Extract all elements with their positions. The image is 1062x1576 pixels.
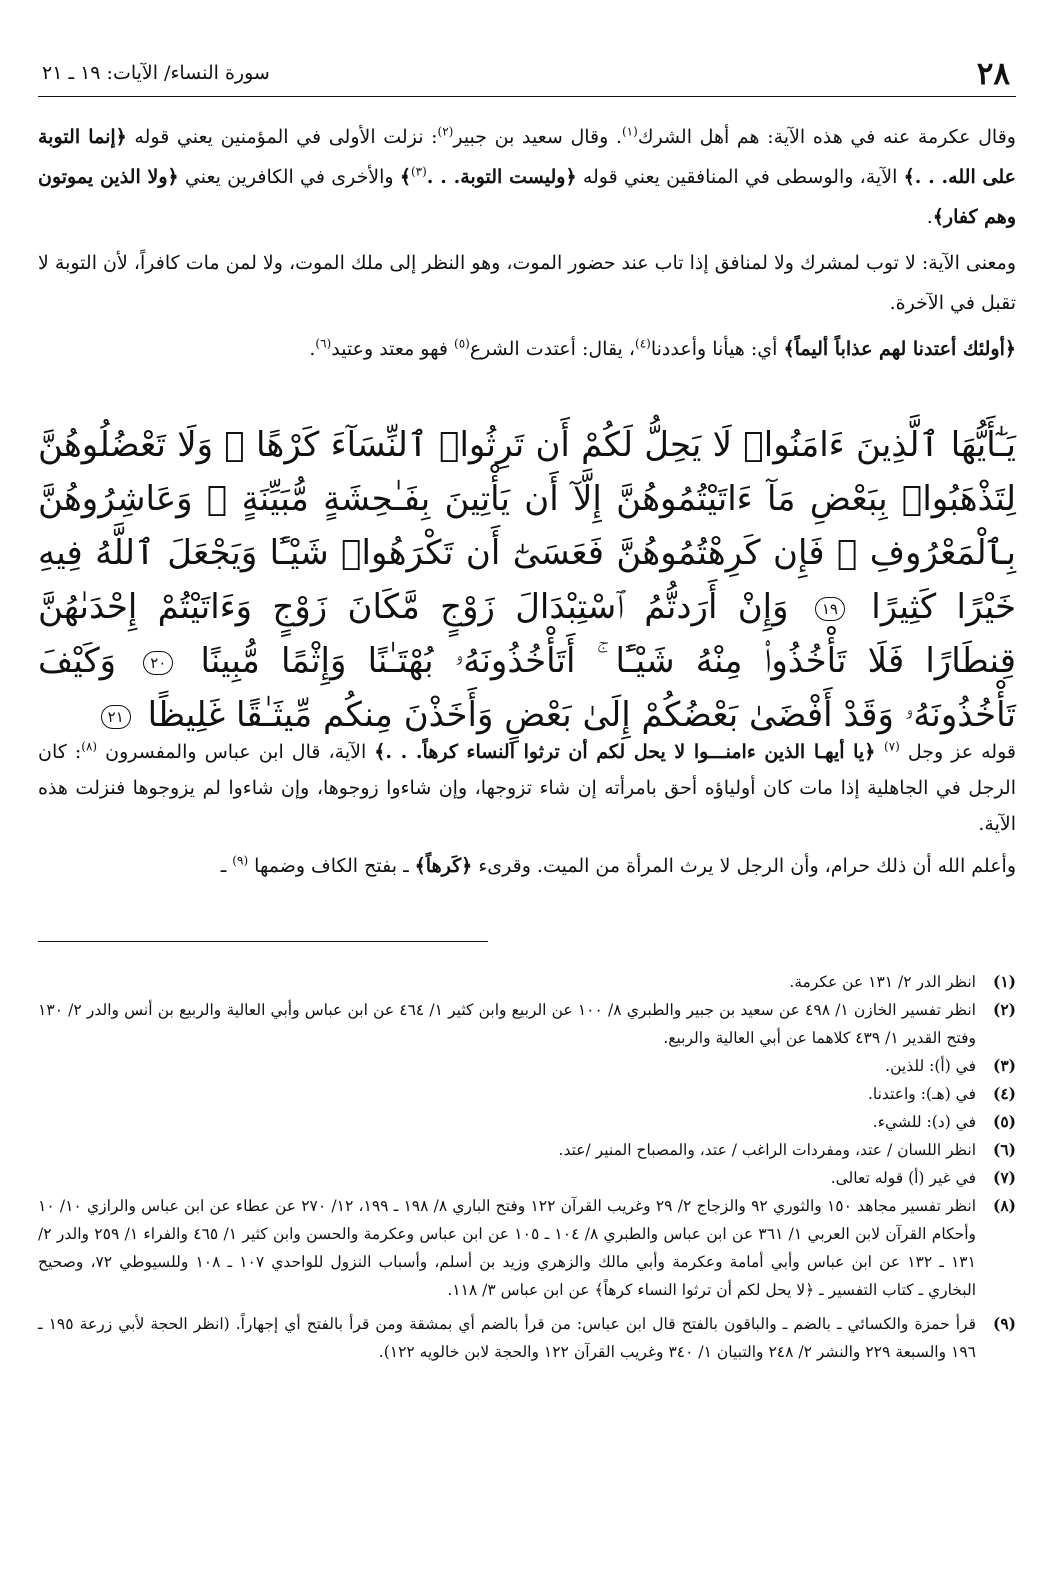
footnote-text: انظر الدر ٢/ ١٣١ عن عكرمة.: [789, 973, 976, 991]
footnote-2: [38, 996, 1016, 1052]
footnote-number: (١): [992, 972, 1016, 991]
verse-21-text: وَكَيْفَ تَأْخُذُونَهُۥ وَقَدْ أَفْضَىٰ بَعْضُكُمْ إِلَىٰ بَعْضٍ وَأَخَذْنَ مِنكُم مِّيثَـٰقًا غَلِيظًا: [38, 641, 1016, 735]
footnote-number: (٩): [992, 1314, 1016, 1333]
footnote-text: انظر اللسان / عتد، ومفردات الراغب / عتد، والمصباح المنير /عتد.: [558, 1141, 976, 1159]
commentary-paragraph-2: ومعنى الآية: لا توب لمشرك ولا لمنافق إذا تاب عند حضور الموت، وهو النظر إلى ملك الموت، ولا لمن مات كافراً، لأن التوبة لا تقبل في الآخرة.: [38, 252, 1016, 314]
text-run: .: [309, 338, 316, 360]
quran-quote: ﴿ولا الذين يموتون وهم كفار﴾: [38, 166, 1016, 228]
footnote-ref-8[interactable]: (٨): [81, 739, 98, 754]
text-run: الآية، قال ابن عباس والمفسرون: [97, 741, 375, 763]
text-run: فهو معتد وعتيد: [331, 338, 454, 360]
footnote-text: انظر تفسير الخازن ١/ ٤٩٨ عن سعيد بن جبير والطبري ٨/ ١٠٠ عن الربيع وابن كثير ١/ ٤٦٤ عن ابن عباس وأبي العالية والربيع بن أنس والدر ٢/ ١٣٠ وفتح القدير ١/ ٤٣٩ كلاهما عن أبي العالية والربيع.: [38, 1001, 976, 1047]
footnote-5: [38, 1108, 1016, 1136]
ayah-marker-21: ٢١: [101, 705, 131, 729]
footnote-ref-3[interactable]: (٣): [410, 164, 427, 179]
verse-19-text: يَـٰٓأَيُّهَا ٱلَّذِينَ ءَامَنُوا۟ لَا يَحِلُّ لَكُمْ أَن تَرِثُوا۟ ٱلنِّسَآءَ كَرْهًا ۖ وَلَا تَعْضُلُوهُنَّ لِتَذْهَبُوا۟ بِبَعْضِ مَآ ءَاتَيْتُمُوهُنَّ إِلَّآ أَن يَأْتِينَ بِفَـٰحِشَةٍ مُّبَيِّنَةٍ ۚ وَعَاشِرُوهُنَّ بِٱلْمَعْرُوفِ ۚ فَإِن كَرِهْتُمُوهُنَّ فَعَسَىٰٓ أَن تَكْرَهُوا۟ شَيْـًٔا وَيَجْعَلَ ٱللَّهُ فِيهِ خَيْرًا كَثِيرًا: [38, 425, 1016, 627]
footnote-ref-5[interactable]: (٥): [454, 336, 470, 351]
text-run: قوله عز وجل: [899, 741, 1016, 763]
text-run: وقال عكرمة عنه في هذه الآية: هم أهل الشرك: [637, 126, 1016, 148]
ayah-marker-19: ١٩: [815, 597, 845, 621]
text-run: ـ بفتح الكاف وضمها: [248, 855, 415, 877]
footnote-ref-2[interactable]: (٢): [437, 124, 454, 139]
quran-quote: ﴿وليست التوبة. . .: [426, 166, 577, 188]
quran-quote: ﴿كَرهاً﴾: [414, 855, 473, 877]
text-run: أي: هيأنا وأعددنا: [650, 338, 784, 360]
footnote-3: [38, 1052, 1016, 1080]
text-run: : نزلت الأولى في المؤمنين يعني قوله: [134, 126, 438, 148]
footnote-number: (٥): [992, 1112, 1016, 1131]
footnote-number: (٢): [992, 1000, 1016, 1019]
text-run: .: [926, 206, 933, 228]
footnote-text: في (د): للشيء.: [872, 1113, 976, 1131]
text-run: والأخرى في الكافرين يعني: [178, 166, 400, 188]
commentary-paragraph-1: [38, 117, 1016, 237]
ayah-marker-20: ٢٠: [143, 651, 173, 675]
footnotes-section: [38, 968, 1016, 1366]
footnote-8: [38, 1192, 1016, 1304]
commentary-paragraph-3: [38, 329, 1016, 369]
text-run: ـ: [220, 855, 233, 877]
footnote-ref-4[interactable]: (٤): [635, 336, 651, 351]
footnote-text: انظر تفسير مجاهد ١٥٠ والثوري ٩٢ والزجاج ٢/ ٢٩ وغريب القرآن ١٢٢ وفتح الباري ٨/ ١٩٨ ـ ١٩٩، ١٢/ ٢٧٠ عن عطاء عن ابن عباس والرازي ١٠/ ١٠ وأحكام القرآن لابن العربي ١/ ٣٦١ عن ابن عباس والطبري ٨/ ١٠٤ ـ ١٠٥ عن ابن عباس وعكرمة والحسن وابن كثير ١/ ٤٦٥ والفراء ١/ ٢٥٩ والدر ٢/ ١٣١ ـ ١٣٢ عن ابن عباس وأبي أمامة وعكرمة وأبي مالك والزهري وزيد بن أسلم، وأسباب النزول للواحدي ١٠٧ ـ ١٠٨ وللسيوطي ٧٢، وصحيح البخاري ـ كتاب التفسير ـ ﴿لا يحل لكم أن ترثوا النساء كرهاً﴾ عن ابن عباس ٣/ ١١٨.: [38, 1197, 977, 1299]
footnote-number: (٦): [992, 1140, 1016, 1159]
quote-close: ﴾: [399, 166, 411, 188]
footnote-ref-6[interactable]: (٦): [315, 336, 332, 351]
quran-quote: ﴿يا أيهـا الذين ءامنـــوا لا يحل لكم أن ترثوا النساء كرهاً. . .﴾: [374, 741, 884, 763]
text-run: . وقال سعيد بن جبير: [453, 126, 622, 148]
running-title: سورة النساء/ الآيات: ١٩ ـ ٢١: [42, 62, 270, 84]
explanation-paragraph-2: [38, 848, 1016, 884]
footnote-number: (٤): [992, 1084, 1016, 1103]
commentary-section: [38, 117, 1016, 369]
page-number: ٢٨: [976, 56, 1010, 92]
footnote-7: [38, 1164, 1016, 1192]
explanation-paragraph-1: [38, 734, 1016, 842]
text-run: : كان الرجل في الجاهلية إذا مات كان أولياؤه أحق بامرأته إن شاء تزوجها، وإن شاءوا زوجوها، وإن شاءوا لم يزوجوها فنزلت هذه الآية.: [38, 741, 1016, 835]
text-run: الآية، والوسطى في المنافقين يعني قوله: [576, 166, 904, 188]
explanation-section: [38, 734, 1016, 884]
verse-20-text: وَإِنْ أَرَدتُّمُ ٱسْتِبْدَالَ زَوْجٍ مَّكَانَ زَوْجٍ وَءَاتَيْتُمْ إِحْدَىٰهُنَّ قِنطَارًا فَلَا تَأْخُذُوا۟ مِنْهُ شَيْـًٔا ۚ أَتَأْخُذُونَهُۥ بُهْتَـٰنًا وَإِثْمًا مُّبِينًا: [38, 587, 1016, 681]
footnote-divider: [38, 941, 488, 942]
quran-quote: ﴿إنما التوبة على الله. . .﴾: [38, 126, 1016, 188]
footnote-text: في (أ): للذين.: [885, 1057, 976, 1075]
footnote-number: (٧): [992, 1168, 1016, 1187]
text-run: وأعلم الله أن ذلك حرام، وأن الرجل لا يرث المرأة من الميت. وقرىء: [472, 855, 1016, 877]
footnote-ref-7[interactable]: (٧): [883, 739, 900, 754]
footnote-9: [38, 1310, 1016, 1366]
footnote-1: [38, 968, 1016, 996]
footnote-number: (٣): [992, 1056, 1016, 1075]
footnote-text: قرأ حمزة والكسائي ـ بالضم ـ والباقون بالفتح قال ابن عباس: من قرأ بالضم أي بمشقة ومن قرأ بالفتح أي إجهاراً. (انظر الحجة لأبي زرعة ١٩٥ ـ ١٩٦ والسبعة ٢٢٩ والنشر ٢/ ٢٤٨ والتبيان ١/ ٣٤٠ وغريب القرآن ١٢٢ والحجة لابن خالويه ١٢٢).: [38, 1315, 977, 1361]
footnote-text: في غير (أ) قوله تعالى.: [830, 1169, 976, 1187]
footnote-ref-1[interactable]: (١): [621, 124, 638, 139]
footnote-number: (٨): [992, 1196, 1016, 1215]
text-run: ، يقال: أعتدت الشرع: [469, 338, 636, 360]
footnote-6: [38, 1136, 1016, 1164]
page-header: [38, 52, 1016, 97]
footnote-ref-9[interactable]: (٩): [232, 853, 249, 868]
quran-quote: ﴿أولئك أعتدنا لهم عذاباً أليماً﴾: [783, 338, 1016, 360]
quran-verses: [38, 418, 1016, 742]
footnote-4: [38, 1080, 1016, 1108]
footnote-text: في (هـ): واعتدنا.: [867, 1085, 976, 1103]
book-page: [38, 52, 1016, 1361]
